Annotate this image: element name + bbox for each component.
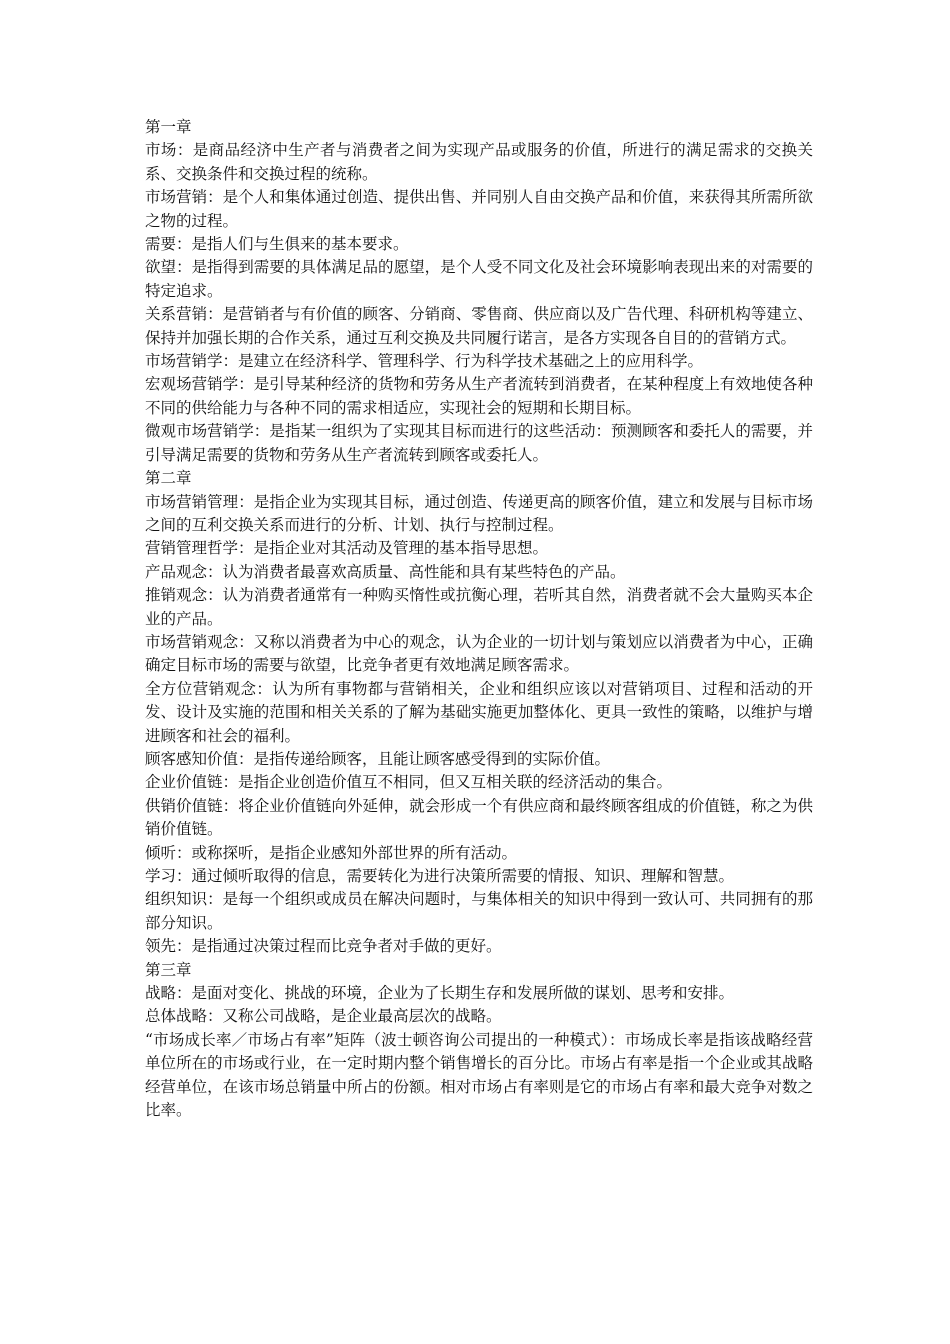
definition-paragraph: 营销管理哲学：是指企业对其活动及管理的基本指导思想。 xyxy=(145,539,549,558)
definition-paragraph: 学习：通过倾听取得的信息，需要转化为进行决策所需要的情报、知识、理解和智慧。 xyxy=(145,867,735,885)
definition-paragraph: 顾客感知价值：是指传递给顾客，且能让顾客感受得到的实际价值。 xyxy=(145,749,611,768)
definition-paragraph: 推销观念：认为消费者通常有一种购买惰性或抗衡心理，若听其自然，消费者就不会大量购买本企业的产品。 xyxy=(145,586,813,628)
definition-paragraph: “市场成长率／市场占有率”矩阵（波士顿咨询公司提出的一种模式）：市场成长率是指该战略经营单位所在的市场或行业，在一定时期内整个销售增长的百分比。市场占有率是指一个企业或其战略经营单位，在该市场总销量中所占的份额。相对市场占有率则是它的市场占有率和最大竞争对数之比率。 xyxy=(145,1030,813,1120)
definition-paragraph: 总体战略：又称公司战略，是企业最高层次的战略。 xyxy=(145,1007,502,1026)
definition-paragraph: 组织知识：是每一个组织或成员在解决问题时，与集体相关的知识中得到一致认可、共同拥有的那部分知识。 xyxy=(145,890,813,932)
definition-paragraph: 产品观念：认为消费者最喜欢高质量、高性能和具有某些特色的产品。 xyxy=(145,562,626,581)
definition-paragraph: 宏观场营销学：是引导某种经济的货物和劳务从生产者流转到消费者，在某种程度上有效地使各种不同的供给能力与各种不同的需求相适应，实现社会的短期和长期目标。 xyxy=(145,375,813,417)
definition-paragraph: 领先：是指通过决策过程而比竞争者对手做的更好。 xyxy=(145,937,502,956)
chapter-heading: 第二章 xyxy=(145,469,192,488)
definition-paragraph: 企业价值链：是指企业创造价值互不相同，但又互相关联的经济活动的集合。 xyxy=(145,773,673,792)
definition-paragraph: 微观市场营销学：是指某一组织为了实现其目标而进行的这些活动：预测顾客和委托人的需要，并引导满足需要的货物和劳务从生产者流转到顾客或委托人。 xyxy=(145,422,813,464)
definition-paragraph: 市场营销：是个人和集体通过创造、提供出售、并同别人自由交换产品和价值，来获得其所需所欲之物的过程。 xyxy=(145,188,813,230)
definition-paragraph: 倾听：或称探听，是指企业感知外部世界的所有活动。 xyxy=(145,843,518,862)
chapter-heading: 第三章 xyxy=(145,960,192,979)
definition-paragraph: 战略：是面对变化、挑战的环境，企业为了长期生存和发展所做的谋划、思考和安排。 xyxy=(145,984,735,1003)
definition-paragraph: 需要：是指人们与生俱来的基本要求。 xyxy=(145,235,409,254)
definition-paragraph: 市场营销学：是建立在经济科学、管理科学、行为科学技术基础之上的应用科学。 xyxy=(145,352,704,371)
document-body xyxy=(145,116,813,1122)
definition-paragraph: 欲望：是指得到需要的具体满足品的愿望，是个人受不同文化及社会环境影响表现出来的对需要的特定追求。 xyxy=(145,258,813,300)
definition-paragraph: 关系营销：是营销者与有价值的顾客、分销商、零售商、供应商以及广告代理、科研机构等建立、保持并加强长期的合作关系，通过互利交换及共同履行诺言，是各方实现各自目的的营销方式。 xyxy=(145,305,813,347)
definition-paragraph: 全方位营销观念：认为所有事物都与营销相关，企业和组织应该以对营销项目、过程和活动的开发、设计及实施的范围和相关关系的了解为基础实施更加整体化、更具一致性的策略，以维护与增进顾客和社会的福利。 xyxy=(145,679,813,745)
chapter-heading: 第一章 xyxy=(145,118,192,136)
definition-paragraph: 市场营销管理：是指企业为实现其目标，通过创造、传递更高的顾客价值，建立和发展与目标市场之间的互利交换关系而进行的分析、计划、执行与控制过程。 xyxy=(145,492,813,534)
definition-paragraph: 市场营销观念：又称以消费者为中心的观念，认为企业的一切计划与策划应以消费者为中心，正确确定目标市场的需要与欲望，比竞争者更有效地满足顾客需求。 xyxy=(145,632,813,675)
definition-paragraph: 供销价值链：将企业价值链向外延伸，就会形成一个有供应商和最终顾客组成的价值链，称之为供销价值链。 xyxy=(145,796,813,839)
definition-paragraph: 市场：是商品经济中生产者与消费者之间为实现产品或服务的价值，所进行的满足需求的交换关系、交换条件和交换过程的统称。 xyxy=(145,141,813,183)
